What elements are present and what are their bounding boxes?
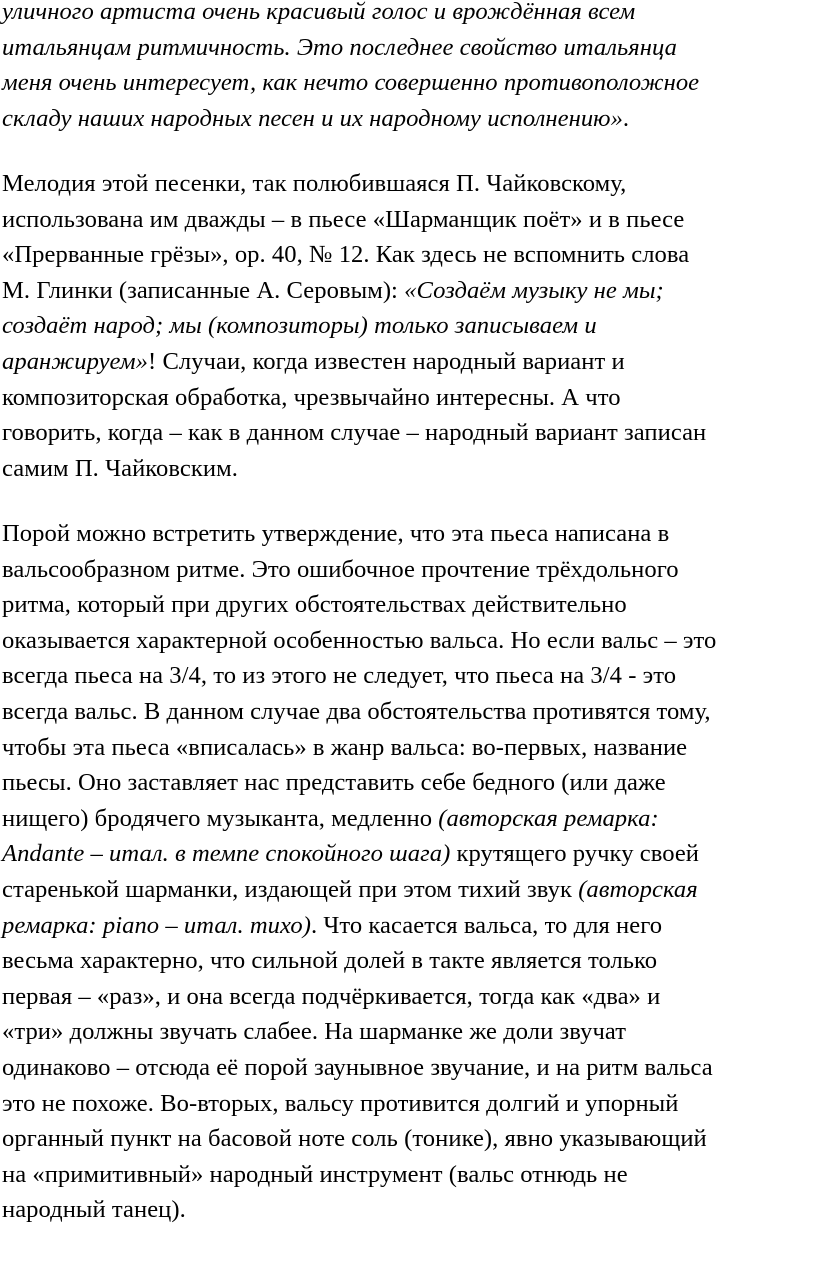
text-segment: вальсообразном ритме. Это ошибочное прочтение трёхдольного — [2, 555, 679, 583]
paragraph-melody — [2, 166, 810, 486]
text-line — [2, 516, 810, 552]
text-line — [2, 273, 810, 309]
text-segment: органный пункт на басовой ноте соль (тонике), явно указывающий — [2, 1125, 707, 1153]
text-line — [2, 979, 810, 1015]
italic-text-segment: аранжируем» — [2, 347, 148, 375]
text-line — [2, 1014, 810, 1050]
text-segment: чтобы эта пьеса «вписалась» в жанр вальса: во-первых, название — [2, 733, 688, 761]
text-line — [2, 872, 810, 908]
text-line — [2, 237, 810, 273]
text-segment: «три» должны звучать слабее. На шарманке же доли звучат — [2, 1018, 627, 1046]
text-line — [2, 1050, 810, 1086]
italic-text-segment: создаёт народ; мы (композиторы) только записываем и — [2, 312, 597, 340]
text-line — [2, 415, 810, 451]
text-line — [2, 308, 810, 344]
text-line — [2, 30, 810, 66]
text-line — [2, 943, 810, 979]
text-segment: пьесы. Оно заставляет нас представить себе бедного (или даже — [2, 769, 666, 797]
text-segment: народный танец). — [2, 1196, 186, 1224]
text-line — [2, 658, 810, 694]
italic-text-segment: (авторская — [578, 875, 698, 903]
text-segment: старенькой шарманки, издающей при этом тихий звук — [2, 875, 579, 903]
text-line — [2, 765, 810, 801]
text-segment: «Прерванные грёзы», ор. 40, № 12. Как здесь не вспомнить слова — [2, 241, 690, 269]
text-segment: композиторская обработка, чрезвычайно интересны. А что — [2, 383, 621, 411]
text-line — [2, 0, 810, 30]
italic-text-segment: складу наших народных песен и их народному исполнению» — [2, 104, 623, 132]
text-segment: Мелодия этой песенки, так полюбившаяся П. Чайковскому, — [2, 170, 627, 197]
text-segment: первая – «раз», и она всегда подчёркивается, тогда как «два» и — [2, 982, 661, 1010]
text-segment: всегда пьеса на 3/4, то из этого не следует, что пьеса на 3/4 - это — [2, 662, 677, 690]
text-line — [2, 451, 810, 487]
italic-text-segment: «Создаём музыку не мы; — [404, 276, 664, 304]
text-segment: ритма, который при других обстоятельствах действительно — [2, 591, 627, 619]
text-segment: самим П. Чайковским. — [2, 454, 238, 482]
text-segment: . Что касается вальса, то для него — [310, 911, 663, 939]
text-line — [2, 908, 810, 944]
text-line — [2, 836, 810, 872]
text-line — [2, 1086, 810, 1122]
text-line — [2, 344, 810, 380]
text-segment: использована им дважды – в пьесе «Шарманщик поёт» и в пьесе — [2, 205, 685, 233]
text-segment: весьма характерно, что сильной долей в такте является только — [2, 947, 658, 975]
text-segment: это не похоже. Во-вторых, вальсу противится долгий и упорный — [2, 1089, 679, 1117]
text-line — [2, 65, 810, 101]
text-line — [2, 623, 810, 659]
text-segment: говорить, когда – как в данном случае – народный вариант записан — [2, 419, 707, 447]
text-line — [2, 730, 810, 766]
text-segment: . — [622, 104, 630, 132]
text-line — [2, 801, 810, 837]
text-line — [2, 166, 810, 202]
text-segment: нищего) бродячего музыканта, медленно — [2, 804, 439, 832]
text-segment: М. Глинки (записанные А. Серовым): — [2, 276, 405, 304]
text-line — [2, 694, 810, 730]
text-line — [2, 1157, 810, 1193]
text-line — [2, 552, 810, 588]
text-segment: ! Случаи, когда известен народный вариант и — [148, 347, 625, 375]
paragraph-quote-ending — [2, 0, 810, 136]
italic-text-segment: итальянцам ритмичность. Это последнее свойство итальянца — [2, 33, 677, 61]
paragraph-waltz-rhythm — [2, 516, 810, 1228]
text-line — [2, 202, 810, 238]
text-segment: всегда вальс. В данном случае два обстоятельства противятся тому, — [2, 697, 711, 725]
text-segment: на «примитивный» народный инструмент (вальс отнюдь не — [2, 1160, 628, 1188]
italic-text-segment: меня очень интересует, как нечто совершенно противоположное — [2, 69, 700, 97]
italic-text-segment: (авторская ремарка: — [438, 804, 659, 832]
text-segment: Порой можно встретить утверждение, что эта пьеса написана в — [2, 520, 670, 547]
italic-text-segment: Andante – итал. в темпе спокойного шага) — [2, 840, 451, 868]
text-line — [2, 380, 810, 416]
text-line — [2, 587, 810, 623]
text-line — [2, 1121, 810, 1157]
text-segment: оказывается характерной особенностью вальса. Но если вальс – это — [2, 626, 717, 654]
text-segment: одинаково – отсюда её порой заунывное звучание, и на ритм вальса — [2, 1053, 713, 1081]
text-line — [2, 1192, 810, 1228]
text-segment: крутящего ручку своей — [450, 840, 700, 868]
italic-text-segment: уличного артиста очень красивый голос и врождённая всем — [2, 0, 636, 25]
text-line — [2, 101, 810, 137]
italic-text-segment: ремарка: piano – итал. тихо) — [2, 911, 311, 939]
